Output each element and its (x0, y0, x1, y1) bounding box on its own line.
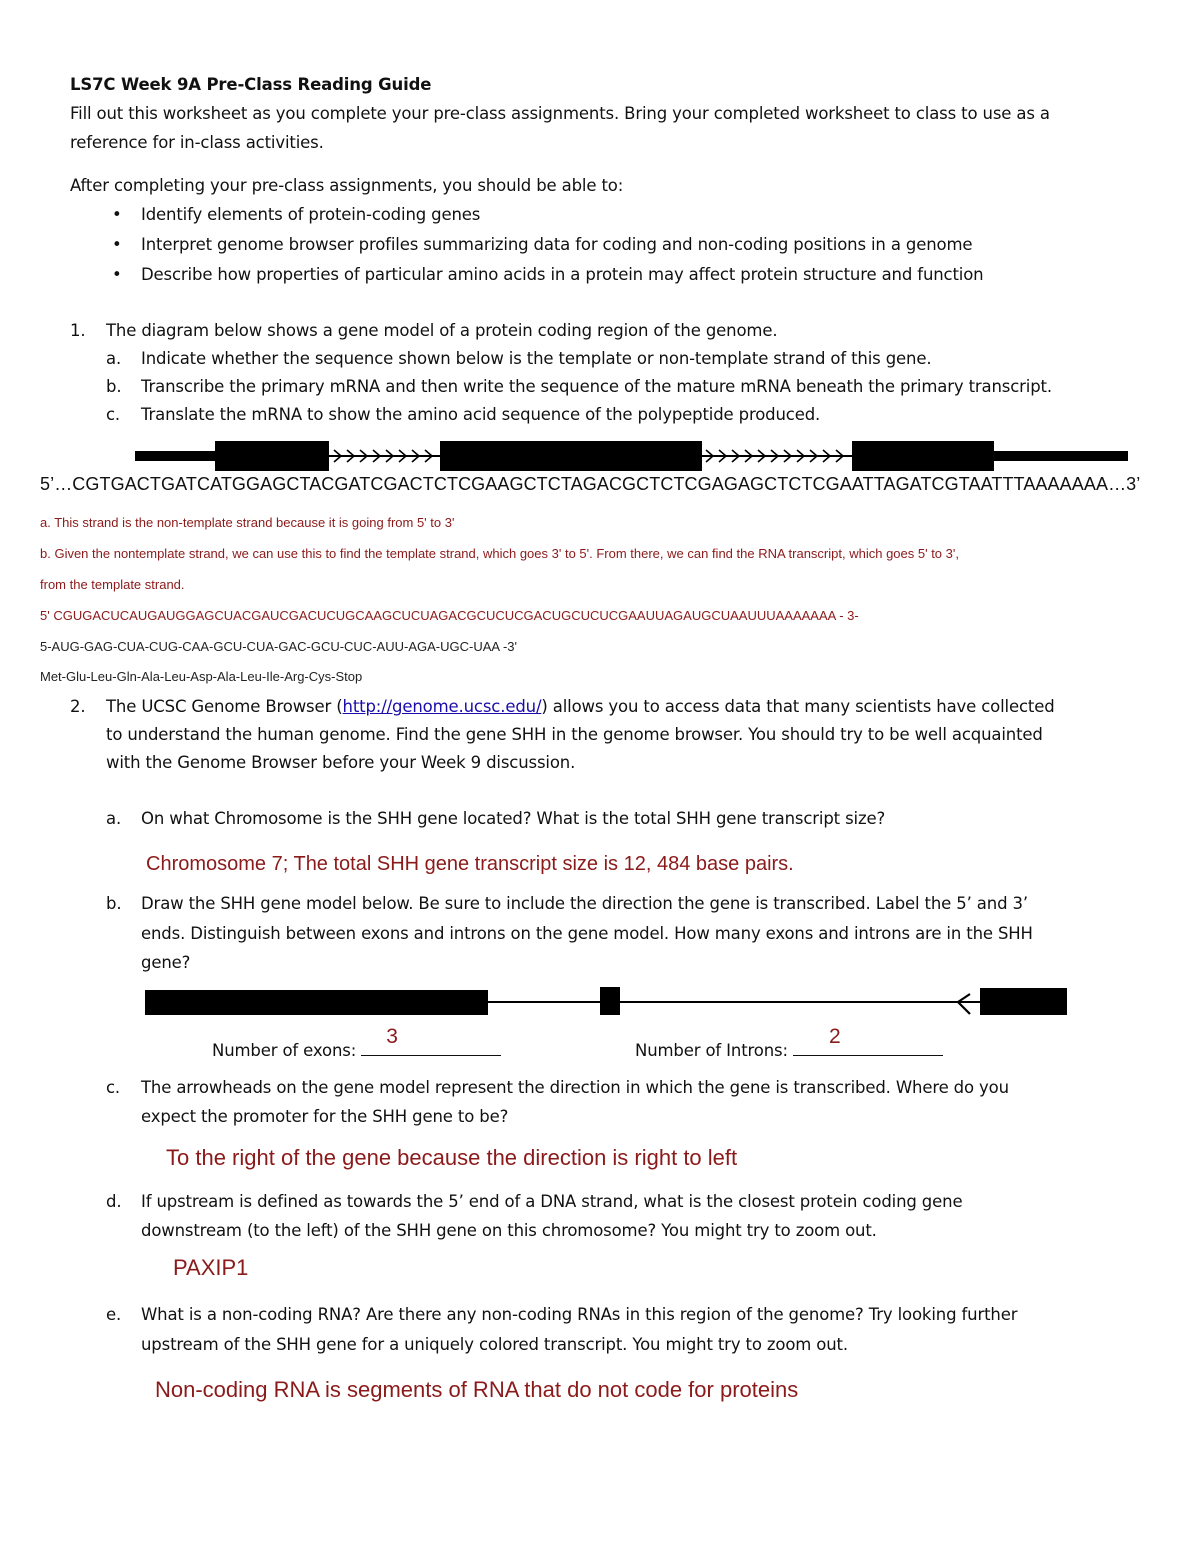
q2d-text-line-1: If upstream is defined as towards the 5’ end of a DNA strand, what is the closest protein coding gene (141, 1192, 963, 1211)
q2-text-line-2: to understand the human genome. Find the gene SHH in the genome browser. You should try to be well acquainted (106, 725, 1043, 744)
answer-2c: To the right of the gene because the direction is right to left (166, 1145, 738, 1170)
q1-part-label: a. (106, 349, 122, 368)
q1-part-label: c. (106, 405, 121, 424)
q2-number: 2. (70, 697, 86, 716)
q2b-text-line-2: ends. Distinguish between exons and introns on the gene model. How many exons and introns are in the SHH (141, 924, 1033, 943)
exons-count-field (212, 1025, 501, 1060)
introns-value: 2 (829, 1025, 841, 1048)
answer-2e: Non-coding RNA is segments of RNA that do not code for proteins (155, 1377, 799, 1402)
answer-1b-line-2: from the template strand. (40, 577, 185, 592)
direction-arrowhead-icon (958, 994, 970, 1014)
exons-label: Number of exons: (212, 1041, 357, 1060)
codon-sequence: 5-AUG-GAG-CUA-CUG-CAA-GCU-CUA-GAC-GCU-CUC-AUU-AGA-UGC-UAA -3' (40, 639, 517, 654)
worksheet-title: LS7C Week 9A Pre-Class Reading Guide (70, 75, 432, 94)
q2d-label: d. (106, 1192, 122, 1211)
q2-text-line-1 (106, 697, 1055, 716)
answer-1b-line-1: b. Given the nontemplate strand, we can use this to find the template strand, which goes 3' to 5'. From there, we can find the RNA transcript, which goes 5' to 3', (40, 546, 959, 561)
q2c-text-line-1: The arrowheads on the gene model represent the direction in which the gene is transcribed. Where do you (141, 1078, 1009, 1097)
introns-blank[interactable] (793, 1025, 943, 1056)
q2-text-line-3: with the Genome Browser before your Week 9 discussion. (106, 753, 576, 772)
exon-block (215, 441, 329, 471)
q2c-text-line-2: expect the promoter for the SHH gene to be? (141, 1107, 509, 1126)
intron-arrowheads (334, 450, 432, 462)
q1-part-text: Transcribe the primary mRNA and then write the sequence of the mature mRNA beneath the primary transcript. (141, 377, 1052, 396)
intro-text-line-2: reference for in-class activities. (70, 133, 324, 152)
intron-arrowheads (706, 450, 843, 462)
dna-sequence: 5’…CGTGACTGATCATGGAGCTACGATCGACTCTCGAAGCTCTAGACGCTCTCGAGAGCTCTCGAATTAGATCGTAATTTAAAAAAA…3’ (40, 474, 1141, 494)
q2e-text-line-1: What is a non-coding RNA? Are there any non-coding RNAs in this region of the genome? Try looking further (141, 1305, 1018, 1324)
q2e-label: e. (106, 1305, 122, 1324)
objective-item: Identify elements of protein-coding genes (141, 205, 481, 224)
exon-block (600, 987, 620, 1015)
q2a-label: a. (106, 809, 122, 828)
shh-gene-model (145, 987, 1067, 1015)
objective-item: Interpret genome browser profiles summarizing data for coding and non-coding positions in a genome (141, 235, 973, 254)
exon-block (852, 441, 994, 471)
rna-transcript: 5' CGUGACUCAUGAUGGAGCUACGAUCGACUCUGCAAGCUCUAGACGCUCUCGACUGCUCUCGAAUUAGAUGCUAAUUUAAAAAAA - 3- (40, 608, 859, 623)
q1-number: 1. (70, 321, 86, 340)
intro-text-line-1: Fill out this worksheet as you complete your pre-class assignments. Bring your completed worksheet to class to use as a (70, 104, 1050, 123)
objectives-lead: After completing your pre-class assignments, you should be able to: (70, 176, 624, 195)
objective-item: Describe how properties of particular amino acids in a protein may affect protein structure and function (141, 265, 984, 284)
q2-text-suffix: ) allows you to access data that many scientists have collected (541, 697, 1055, 716)
answer-2d: PAXIP1 (173, 1255, 249, 1280)
exons-blank[interactable] (361, 1025, 501, 1056)
q2e-text-line-2: upstream of the SHH gene for a uniquely colored transcript. You might try to zoom out. (141, 1335, 848, 1354)
exon-block (440, 441, 702, 471)
answer-1a: a. This strand is the non-template strand because it is going from 5' to 3' (40, 515, 455, 530)
bullet-icon: • (112, 235, 122, 254)
exons-value: 3 (386, 1025, 398, 1048)
q2d-text-line-2: downstream (to the left) of the SHH gene on this chromosome? You might try to zoom out. (141, 1221, 877, 1240)
ucsc-genome-link[interactable]: http://genome.ucsc.edu/ (342, 697, 542, 716)
exon-block (980, 988, 1067, 1015)
q1-text: The diagram below shows a gene model of a protein coding region of the genome. (106, 321, 778, 340)
q2a-text: On what Chromosome is the SHH gene located? What is the total SHH gene transcript size? (141, 809, 886, 828)
q1-part-text: Translate the mRNA to show the amino acid sequence of the polypeptide produced. (141, 405, 821, 424)
introns-count-field (635, 1025, 943, 1060)
bullet-icon: • (112, 205, 122, 224)
exon-block (145, 990, 488, 1015)
bullet-icon: • (112, 265, 122, 284)
protein-sequence: Met-Glu-Leu-Gln-Ala-Leu-Asp-Ala-Leu-Ile-Arg-Cys-Stop (40, 669, 363, 684)
q1-part-label: b. (106, 377, 122, 396)
utr-5-bar (135, 451, 217, 461)
q1-gene-model (135, 441, 1128, 471)
q2b-text-line-3: gene? (141, 953, 191, 972)
q2b-text-line-1: Draw the SHH gene model below. Be sure to include the direction the gene is transcribed. Label the 5’ and 3’ (141, 894, 1028, 913)
q2c-label: c. (106, 1078, 121, 1097)
utr-3-bar (992, 451, 1128, 461)
introns-label: Number of Introns: (635, 1041, 788, 1060)
q1-part-text: Indicate whether the sequence shown below is the template or non-template strand of this gene. (141, 349, 932, 368)
q2b-label: b. (106, 894, 122, 913)
q2-text-prefix: The UCSC Genome Browser ( (106, 697, 343, 716)
answer-2a: Chromosome 7; The total SHH gene transcript size is 12, 484 base pairs. (146, 853, 794, 875)
